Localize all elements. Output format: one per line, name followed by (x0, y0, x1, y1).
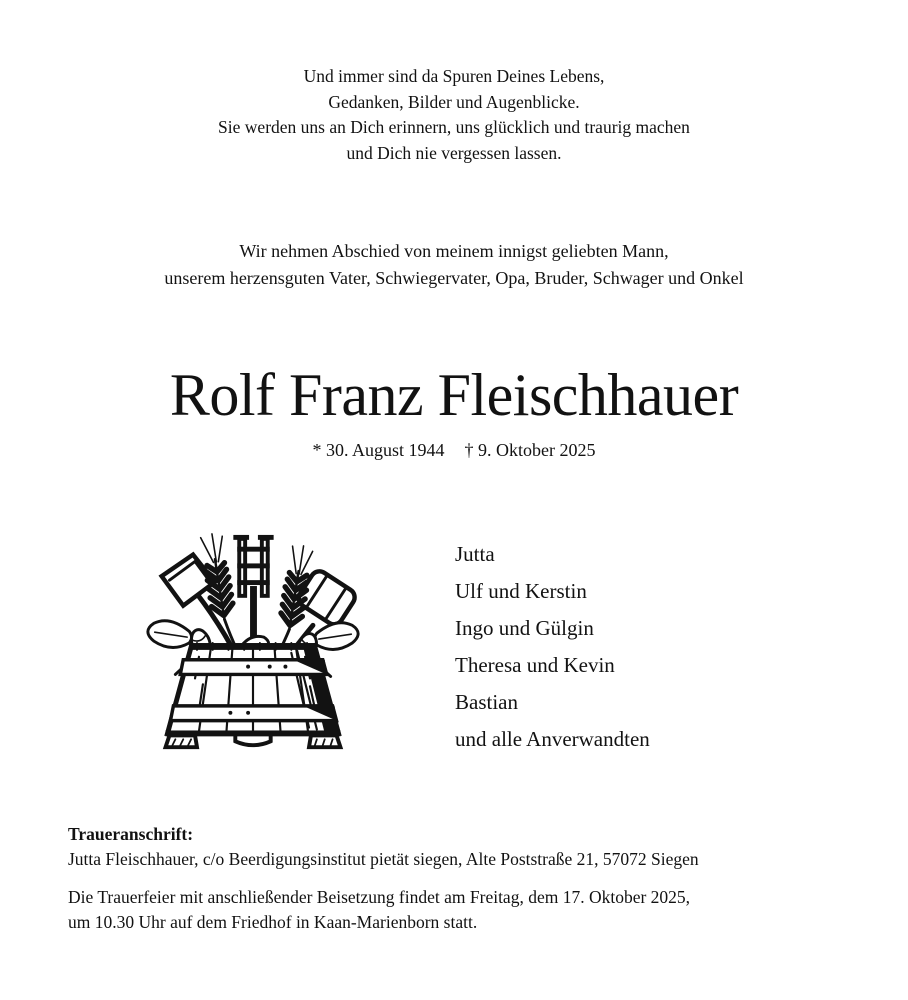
life-dates (0, 440, 908, 461)
funeral-line: Die Trauerfeier mit anschließender Beisetzung findet am Freitag, dem 17. Oktober 2025, (68, 887, 691, 907)
footer-info (68, 822, 858, 935)
farewell-statement (0, 238, 908, 291)
poem-line: Und immer sind da Spuren Deines Lebens, (303, 66, 605, 86)
poem-line: Sie werden uns an Dich erinnern, uns glücklich und traurig machen (218, 117, 690, 137)
farewell-line: unserem herzensguten Vater, Schwiegervater, Opa, Bruder, Schwager und Onkel (164, 267, 744, 288)
brewing-tub-icon (166, 643, 341, 747)
mourner-line: Ulf und Kerstin (455, 579, 587, 603)
funeral-line: um 10.30 Uhr auf dem Friedhof in Kaan-Marienborn statt. (68, 912, 478, 932)
mourner-line: Jutta (455, 542, 495, 566)
death-date: † 9. Oktober 2025 (464, 440, 596, 460)
mourner-line: Bastian (455, 690, 518, 714)
mourner-line: und alle Anverwandten (455, 727, 650, 751)
mourner-line: Ingo und Gülgin (455, 616, 594, 640)
brewers-guild-emblem-icon (140, 531, 366, 757)
brewers-guild-emblem-graphic (140, 531, 366, 757)
mourners-list (455, 536, 650, 758)
poem-line: und Dich nie vergessen lassen. (346, 142, 562, 163)
poem-line: Gedanken, Bilder und Augenblicke. (328, 91, 580, 112)
farewell-line: Wir nehmen Abschied von meinem innigst geliebten Mann, (239, 241, 669, 261)
memorial-poem (0, 64, 908, 166)
funeral-details (68, 885, 858, 935)
mourning-address-label: Traueranschrift: (68, 824, 194, 844)
mourner-line: Theresa und Kevin (455, 653, 615, 677)
deceased-name: Rolf Franz Fleischhauer (169, 362, 739, 428)
birth-date: * 30. August 1944 (312, 440, 445, 460)
mourning-address: Jutta Fleischhauer, c/o Beerdigungsinstitut pietät siegen, Alte Poststraße 21, 57072 Siegen (68, 849, 699, 869)
